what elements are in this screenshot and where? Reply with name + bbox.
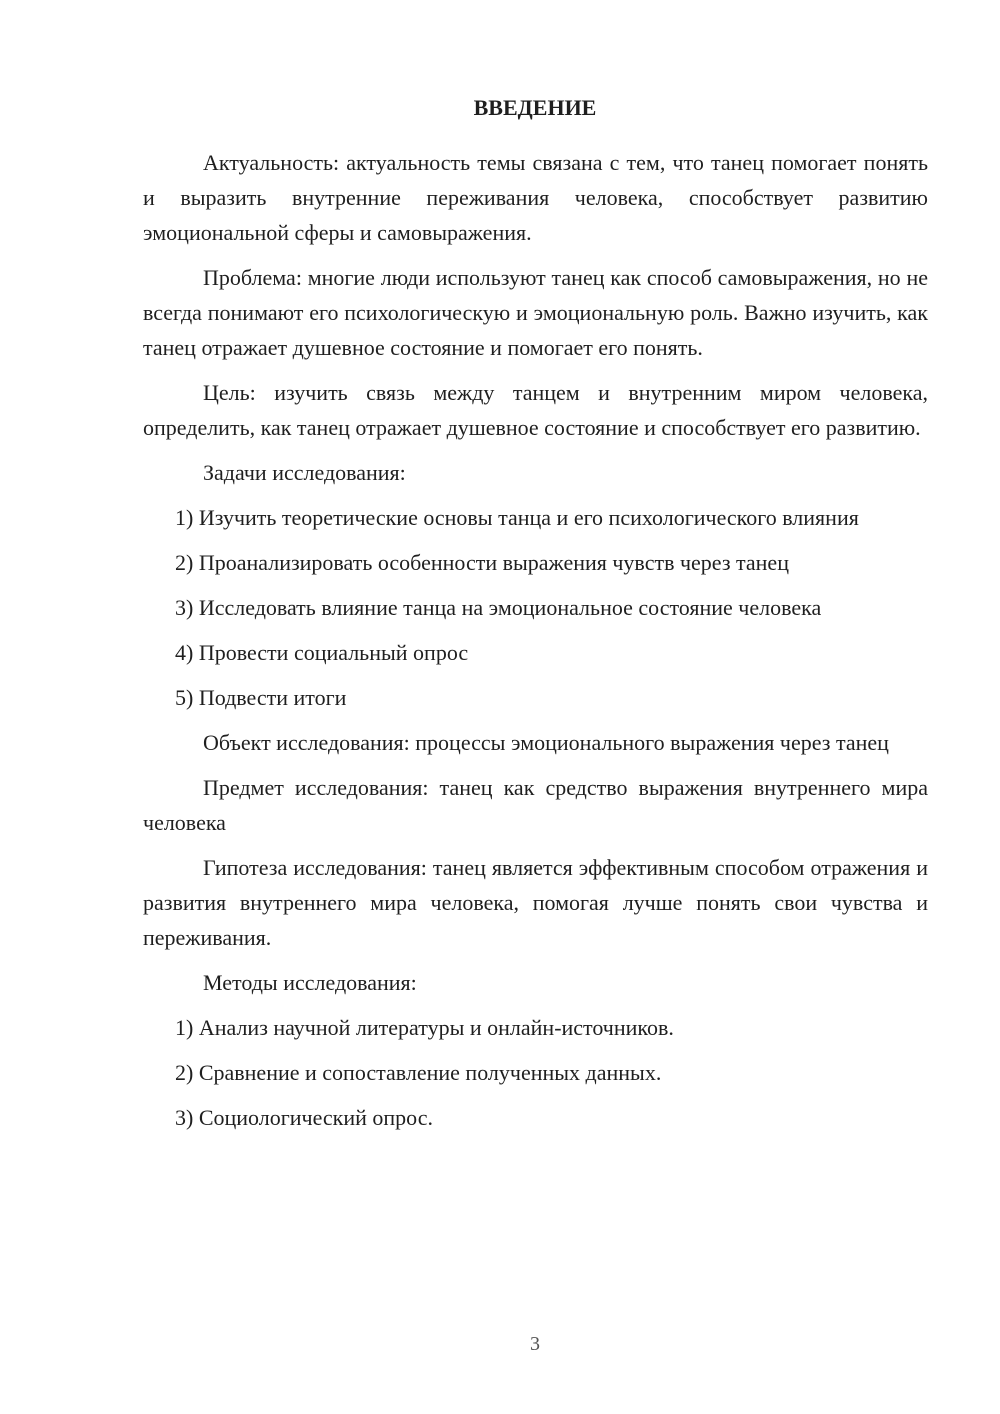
task-item: 1) Изучить теоретические основы танца и его психологического влияния: [175, 505, 859, 530]
method-item: 3) Социологический опрос.: [175, 1105, 433, 1130]
subject-paragraph: Предмет исследования: танец как средство выражения внутреннего мира человека: [143, 775, 928, 835]
method-item: 1) Анализ научной литературы и онлайн-источников.: [175, 1015, 674, 1040]
task-item: 5) Подвести итоги: [175, 685, 347, 710]
task-item: 3) Исследовать влияние танца на эмоциональное состояние человека: [175, 595, 822, 620]
problem-paragraph: Проблема: многие люди используют танец как способ самовыражения, но не всегда понимают его психологическую и эмоциональную роль. Важно изучить, как танец отражает душевное состояние и помогает его понять.: [143, 265, 928, 360]
method-item: 2) Сравнение и сопоставление полученных данных.: [175, 1060, 662, 1085]
relevance-paragraph: Актуальность: актуальность темы связана с тем, что танец помогает понять и выразить внутренние переживания человека, способствует развитию эмоциональной сферы и самовыражения.: [143, 150, 928, 245]
tasks-heading: Задачи исследования:: [203, 460, 406, 485]
goal-paragraph: Цель: изучить связь между танцем и внутренним миром человека, определить, как танец отражает душевное состояние и способствует его развитию.: [143, 380, 928, 440]
methods-heading: Методы исследования:: [203, 970, 417, 995]
page-number: 3: [530, 1333, 540, 1355]
main-content: [143, 145, 928, 1145]
hypothesis-paragraph: Гипотеза исследования: танец является эффективным способом отражения и развития внутреннего мира человека, помогая лучше понять свои чувства и переживания.: [143, 855, 928, 950]
page-title: ВВЕДЕНИЕ: [473, 95, 597, 120]
object-paragraph: Объект исследования: процессы эмоционального выражения через танец: [203, 730, 889, 755]
task-item: 4) Провести социальный опрос: [175, 640, 469, 665]
task-item: 2) Проанализировать особенности выражения чувств через танец: [175, 550, 789, 575]
